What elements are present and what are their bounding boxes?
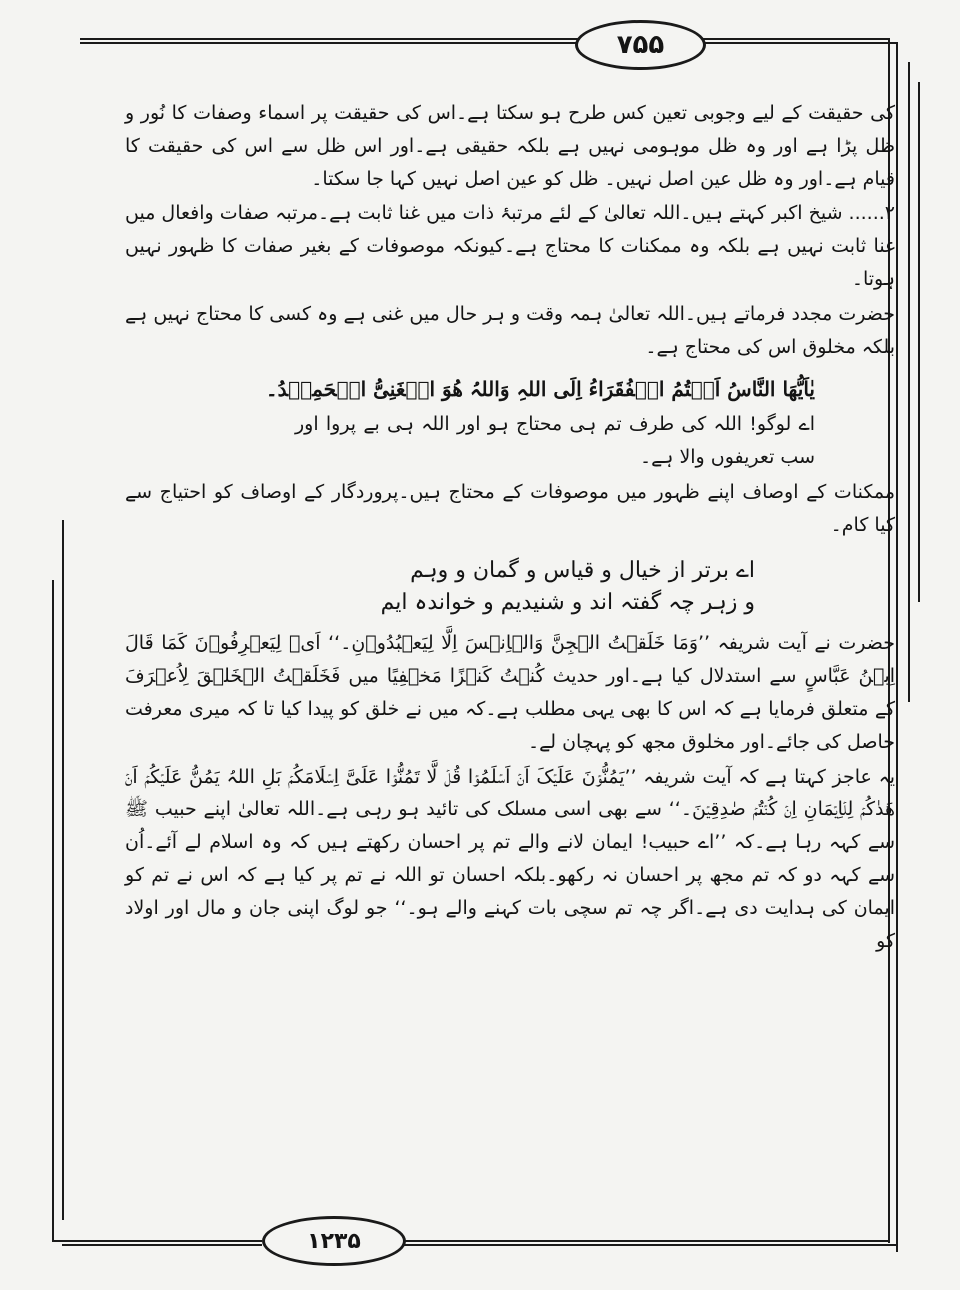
paragraph-mujaddid: حضرت مجدد فرماتے ہیں۔اللہ تعالیٰ ہمہ وقت و ہر حال میں غنی ہے وہ کسی کا محتاج نہیں ہے بلکہ مخلوق اس کی محتاج ہے۔ <box>125 302 895 358</box>
right-border-line <box>918 82 920 602</box>
top-border-line <box>700 42 896 44</box>
right-border-line <box>908 62 910 702</box>
top-border-line <box>80 38 580 40</box>
persian-couplet <box>125 555 895 619</box>
paragraph-ayat-ibadat: حضرت نے آیت شریفہ ’’وَمَا خَلَقۡتُ الۡجِنَّ وَالۡاِنۡسَ اِلَّا لِیَعۡبُدُوۡنِ۔‘‘ اَیۡ لِیَعۡرِفُوۡنَ کَمَا قَالَ اِبۡنُ عَبَّاسٍ سے استدلال کیا ہے۔اور حدیث کُنۡتُ کَنۡزًا مَخۡفِیًا میں فَخَلَقۡتُ الۡخَلۡقَ لِاُعۡرَفَ کے متعلق فرمایا ہے کہ اس کا بھی یہی مطلب ہے۔کہ میں نے خلق کو پیدا کیا تا کہ میری معرفت حاصل کی جائے۔اور مخلوق مجھ کو پہچان لے۔ <box>125 632 895 753</box>
paragraph-zill: کی حقیقت کے لیے وجوبی تعین کس طرح ہو سکتا ہے۔اس کی حقیقت پر اسماء وصفات کا نُور و ظل پڑا ہے اور وہ ظل موہومی نہیں ہے بلکہ حقیقی ہے۔اور اس ظل سے اس کی حقیقت کا قیام ہے۔اور وہ ظل عین اصل نہیں۔ ظل کو عین اصل نہیں کہا جا سکتا۔ <box>125 102 895 190</box>
bottom-border-line <box>400 1240 888 1242</box>
couplet-line: و زہر چہ گفتہ اند و شنیدیم و خواندہ ایم <box>380 590 755 616</box>
body-text <box>125 97 895 957</box>
verse-translation: اے لوگو! اللہ کی طرف تم ہی محتاج ہو اور اللہ ہی بے پروا اور سب تعریفوں والا ہے۔ <box>295 413 815 468</box>
bottom-border-line <box>52 1240 262 1242</box>
top-border-line <box>80 42 580 44</box>
footer-page-number <box>262 1216 406 1266</box>
paragraph-mumkinat: ممکنات کے اوصاف اپنے ظہور میں موصوفات کے محتاج ہیں۔پروردگار کے اوصاف کو احتیاج سے کیا کام۔ <box>125 480 895 536</box>
couplet-line: اے برتر از خیال و قیاس و گمان و وہم <box>410 558 755 584</box>
footer-page-number-text: ۱۲۳۵ <box>307 1228 361 1254</box>
header-page-number <box>575 20 706 70</box>
paragraph-shaikh-akbar: ۲...... شیخ اکبر کہتے ہیں۔اللہ تعالیٰ کے لئے مرتبۂ ذات میں غنا ثابت ہے۔مرتبہ صفات وافعال میں غنا ثابت نہیں ہے بلکہ وہ ممکنات کا محتاج ہے۔کیونکہ موصوفات کے بغیر صفات کا ظہور نہیں ہوتا۔ <box>125 202 895 290</box>
right-border-line <box>896 42 898 1252</box>
bottom-border-line <box>62 1244 262 1246</box>
bottom-border-line <box>400 1244 896 1246</box>
top-border-line <box>700 38 888 40</box>
quran-verse: یٰاَیُّھَا النَّاسُ اَنۡتُمُ الۡفُقَرَاءُ اِلَی اللہِ وَاللہُ ھُوَ الۡغَنِیُّ الۡحَمِیۡدُ۔ <box>265 377 815 402</box>
paragraph-aajiz: یہ عاجز کہتا ہے کہ آیت شریفہ ’’یَمُنُّوۡنَ عَلَیۡکَ اَنۡ اَسۡلَمُوۡا قُلۡ لَّا تَمُنُّوۡا عَلَیَّ اِسۡلَامَکُمۡ بَلِ اللہُ یَمُنُّ عَلَیۡکُمۡ اَنۡ ھَدٰکُمۡ لِلۡاِیۡمَانِ اِنۡ کُنۡتُمۡ صٰدِقِیۡنَ۔‘‘ سے بھی اسی مسلک کی تائید ہو رہی ہے۔اللہ تعالیٰ اپنے حبیب ﷺ سے کہہ رہا ہے۔کہ ’’اے حبیب! ایمان لانے والے تم پر احسان رکھتے ہیں کہ وہ اسلام لے آئے۔اُن سے کہہ دو کہ تم مجھ پر احسان نہ رکھو۔بلکہ احسان تو اللہ نے تم پر کیا ہے کہ اس نے تم کو ایمان کی ہدایت دی ہے۔اگر چہ تم سچی بات کہنے والے ہو۔‘‘ جو لوگ اپنی جان و مال اور اولاد کو <box>125 765 895 952</box>
left-border-line <box>62 520 64 1220</box>
left-border-line <box>52 580 54 1240</box>
header-page-number-text: ۷۵۵ <box>616 30 665 60</box>
